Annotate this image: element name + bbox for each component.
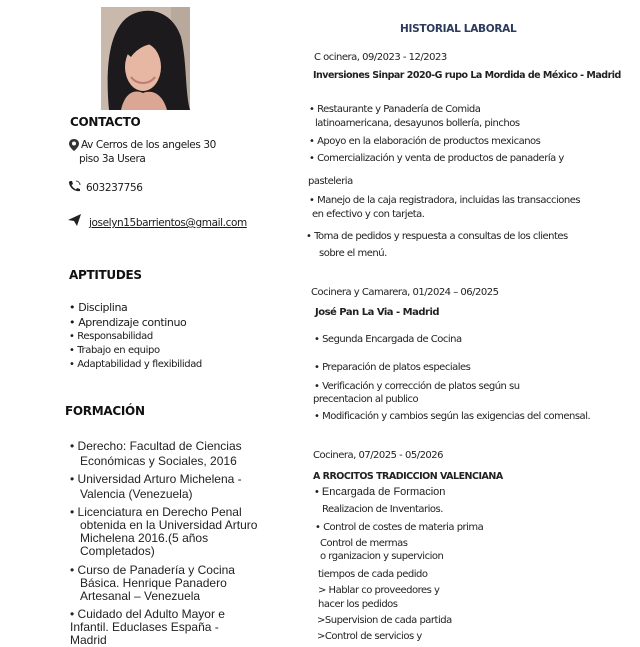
job3-line: >Control de servicios y (317, 631, 422, 642)
education-item: • Cuidado del Adulto Mayor e (70, 607, 225, 621)
education-item: • Curso de Panadería y Cocina (70, 563, 235, 577)
job1-company: Inversiones Sinpar 2020-G rupo La Mordida de México - Madrid (313, 70, 621, 81)
address-line-2: piso 3a Usera (79, 153, 146, 165)
email-link[interactable]: joselyn15barrientos@gmail.com (89, 217, 247, 229)
job3-line: Realizacion de Inventarios. (322, 504, 443, 515)
job3-role: Cocinera, 07/2025 - 05/2026 (313, 450, 444, 461)
job3-line: tiempos de cada pedido (318, 569, 428, 580)
job1-line: pasteleria (308, 176, 353, 187)
contact-heading: CONTACTO (70, 115, 141, 129)
address-line-1: Av Cerros de los angeles 30 (81, 139, 216, 151)
education-item-cont: Michelena 2016.(5 años (80, 531, 209, 545)
job1-line: • Toma de pedidos y respuesta a consultas de los clientes (306, 231, 568, 242)
education-item-cont: Económicas y Sociales, 2016 (80, 454, 237, 468)
job2-company: José Pan La Via - Madrid (315, 307, 440, 318)
job2-line: • Preparación de platos especiales (314, 362, 471, 373)
skill-item: • Disciplina (69, 301, 128, 314)
job2-line: • Verificación y corrección de platos según su (314, 381, 520, 392)
job1-line: • Comercialización y venta de productos de panadería y (309, 153, 564, 164)
job1-line: • Apoyo en la elaboración de productos mexicanos (309, 136, 541, 147)
education-item-cont: Artesanal – Venezuela (80, 589, 201, 603)
work-history-heading: HISTORIAL LABORAL (400, 23, 517, 35)
education-item-cont: Madrid (70, 633, 107, 647)
location-pin-icon (69, 139, 79, 151)
skill-item: • Trabajo en equipo (69, 345, 160, 356)
job3-line: o rganizacion y supervicion (320, 551, 444, 562)
job1-role: C ocinera, 09/2023 - 12/2023 (314, 52, 447, 63)
education-item: • Derecho: Facultad de Ciencias (70, 439, 242, 453)
skill-item: • Aprendizaje continuo (69, 316, 187, 329)
education-item-cont: Completados) (80, 544, 155, 558)
skill-item: • Adaptabilidad y flexibilidad (69, 359, 202, 370)
send-icon (68, 214, 81, 226)
education-item-cont: Básica. Henrique Panadero (80, 576, 227, 590)
education-item-cont: Infantil. Educlases España - (70, 620, 219, 634)
profile-photo-image (101, 7, 190, 110)
skills-heading: APTITUDES (69, 268, 142, 282)
phone-icon (68, 180, 81, 192)
job3-line: Control de mermas (320, 538, 408, 549)
education-heading: FORMACIÓN (65, 404, 145, 418)
skill-item: • Responsabilidad (69, 331, 153, 342)
education-item: • Universidad Arturo Michelena - (70, 472, 242, 486)
job3-line: >Supervision de cada partida (317, 615, 452, 626)
education-item-cont: obtenida en la Universidad Arturo (80, 518, 258, 532)
job1-line: sobre el menú. (319, 248, 387, 259)
phone-number[interactable]: 603237756 (86, 182, 143, 194)
job3-line: > Hablar co proveedores y (318, 585, 440, 596)
job2-line: • Modificación y cambios según las exigencias del comensal. (314, 411, 591, 422)
profile-photo (101, 7, 190, 110)
job1-line: en efectivo y con tarjeta. (312, 209, 425, 220)
job2-role: Cocinera y Camarera, 01/2024 – 06/2025 (311, 287, 499, 298)
job1-line: latinoamericana, desayunos bollería, pinchos (315, 118, 520, 129)
education-item: • Licenciatura en Derecho Penal (70, 505, 242, 519)
job1-line: • Manejo de la caja registradora, incluidas las transacciones (309, 195, 581, 206)
job1-line: • Restaurante y Panadería de Comida (309, 104, 481, 115)
education-item-cont: Valencia (Venezuela) (80, 487, 193, 501)
job2-line: • Segunda Encargada de Cocina (314, 334, 462, 345)
job3-line: • Control de costes de materia prima (315, 522, 484, 533)
job3-line: • Encargada de Formacion (315, 486, 446, 498)
job2-line: precentacion al publico (313, 394, 419, 405)
job3-line: hacer los pedidos (318, 599, 398, 610)
job3-company: A RROCITOS TRADICCION VALENCIANA (313, 471, 503, 482)
